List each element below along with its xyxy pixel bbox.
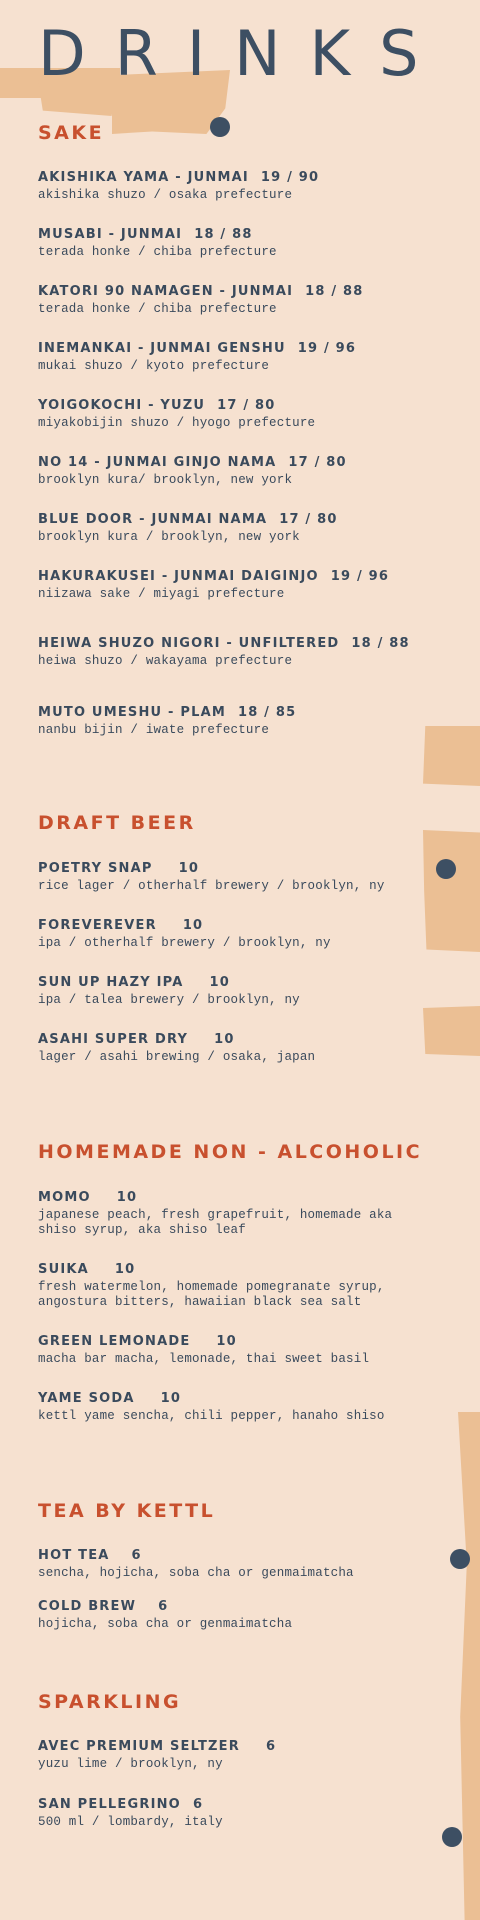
item-name: YOIGOKOCHI - YUZU (38, 398, 206, 413)
menu-item (38, 284, 438, 317)
item-name: MUSABI - JUNMAI (38, 227, 183, 242)
menu-item (38, 512, 438, 545)
section-heading-tea: TEA BY KETTL (38, 1500, 216, 1522)
item-description: miyakobijin shuzo / hyogo prefecture (38, 416, 316, 430)
item-price: 17 / 80 (288, 455, 347, 470)
item-name: COLD BREW (38, 1599, 137, 1614)
decorative-dot (210, 117, 230, 137)
section-heading-non-alcoholic: HOMEMADE NON - ALCOHOLIC (38, 1141, 423, 1163)
item-name: HOT TEA (38, 1548, 110, 1563)
item-name: HEIWA SHUZO NIGORI - UNFILTERED (38, 636, 340, 651)
menu-item (38, 341, 438, 374)
item-description: mukai shuzo / kyoto prefecture (38, 359, 270, 373)
menu-item (38, 1599, 438, 1632)
item-description: yuzu lime / brooklyn, ny (38, 1757, 223, 1771)
item-name: SUIKA (38, 1262, 89, 1277)
item-description: lager / asahi brewing / osaka, japan (38, 1050, 316, 1064)
menu-item (38, 170, 438, 203)
item-name: MUTO UMESHU - PLAM (38, 705, 226, 720)
item-price: 10 (216, 1334, 237, 1349)
item-price: 10 (178, 861, 200, 876)
decorative-dot (450, 1549, 470, 1569)
item-description: macha bar macha, lemonade, thai sweet basil (38, 1352, 370, 1366)
item-name: AVEC PREMIUM SELTZER (38, 1739, 240, 1754)
item-price: 6 (265, 1739, 277, 1754)
item-price: 18 / 88 (194, 227, 253, 242)
item-price: 19 / 90 (260, 170, 320, 185)
item-description: terada honke / chiba prefecture (38, 302, 277, 316)
item-name: KATORI 90 NAMAGEN - JUNMAI (38, 284, 294, 299)
item-name: FOREVEREVER (38, 918, 157, 933)
item-name: INEMANKAI - JUNMAI GENSHU (38, 341, 286, 356)
menu-item (38, 1548, 438, 1581)
item-name: BLUE DOOR - JUNMAI NAMA (38, 512, 268, 527)
menu-item (38, 398, 438, 431)
item-name: POETRY SNAP (38, 861, 153, 876)
item-description: brooklyn kura/ brooklyn, new york (38, 473, 293, 487)
item-description: rice lager / otherhalf brewery / brooklyn, ny (38, 879, 385, 893)
menu-item (38, 455, 438, 488)
decorative-paper-shape (458, 1412, 480, 1920)
menu-item (38, 975, 438, 1008)
item-name: ASAHI SUPER DRY (38, 1032, 189, 1047)
item-description: brooklyn kura / brooklyn, new york (38, 530, 300, 544)
item-description: heiwa shuzo / wakayama prefecture (38, 654, 293, 668)
item-price: 6 (131, 1548, 142, 1563)
menu-item (38, 1797, 438, 1830)
item-price: 10 (214, 1032, 235, 1047)
item-name: NO 14 - JUNMAI GINJO NAMA (38, 455, 277, 470)
item-price: 17 / 80 (279, 512, 338, 527)
section-heading-sparkling: SPARKLING (38, 1691, 182, 1713)
item-description: niizawa sake / miyagi prefecture (38, 587, 285, 601)
item-description: japanese peach, fresh grapefruit, homemade aka shiso syrup, aka shiso leaf (38, 1208, 393, 1237)
item-price: 6 (192, 1797, 204, 1812)
menu-item (38, 636, 438, 669)
item-description: hojicha, soba cha or genmaimatcha (38, 1617, 293, 1631)
section-heading-draft-beer: DRAFT BEER (38, 812, 196, 834)
menu-item (38, 1391, 438, 1424)
item-price: 10 (116, 1190, 138, 1205)
menu-item (38, 1334, 438, 1367)
menu-item (38, 1262, 438, 1310)
item-price: 10 (209, 975, 230, 990)
item-description: akishika shuzo / osaka prefecture (38, 188, 293, 202)
item-name: YAME SODA (38, 1391, 135, 1406)
menu-item (38, 569, 438, 602)
menu-item (38, 227, 438, 260)
item-price: 10 (114, 1262, 136, 1277)
item-price: 19 / 96 (330, 569, 390, 584)
menu-item (38, 861, 438, 894)
item-description: terada honke / chiba prefecture (38, 245, 277, 259)
menu-item (38, 1190, 438, 1238)
item-description: ipa / otherhalf brewery / brooklyn, ny (38, 936, 331, 950)
item-name: SAN PELLEGRINO (38, 1797, 181, 1812)
item-name: GREEN LEMONADE (38, 1334, 191, 1349)
item-price: 18 / 88 (351, 636, 410, 651)
item-price: 10 (160, 1391, 182, 1406)
item-price: 6 (158, 1599, 169, 1614)
item-description: nanbu bijin / iwate prefecture (38, 723, 270, 737)
item-price: 10 (182, 918, 204, 933)
item-description: sencha, hojicha, soba cha or genmaimatcha (38, 1566, 354, 1580)
menu-item (38, 1739, 438, 1772)
item-description: kettl yame sencha, chili pepper, hanaho shiso (38, 1409, 385, 1423)
item-name: HAKURAKUSEI - JUNMAI DAIGINJO (38, 569, 319, 584)
item-price: 17 / 80 (217, 398, 276, 413)
item-description: ipa / talea brewery / brooklyn, ny (38, 993, 300, 1007)
page-title: DRINKS (38, 17, 448, 90)
item-price: 18 / 85 (237, 705, 297, 720)
item-name: MOMO (38, 1190, 91, 1205)
item-price: 18 / 88 (305, 284, 364, 299)
decorative-dot (442, 1827, 462, 1847)
menu-item (38, 705, 438, 738)
item-name: AKISHIKA YAMA - JUNMAI (38, 170, 249, 185)
decorative-dot (436, 859, 456, 879)
item-description: fresh watermelon, homemade pomegranate syrup, angostura bitters, hawaiian black sea salt (38, 1280, 385, 1309)
item-price: 19 / 96 (297, 341, 357, 356)
section-heading-sake: SAKE (38, 122, 105, 144)
menu-item (38, 1032, 438, 1065)
menu-item (38, 918, 438, 951)
item-description: 500 ml / lombardy, italy (38, 1815, 223, 1829)
item-name: SUN UP HAZY IPA (38, 975, 184, 990)
